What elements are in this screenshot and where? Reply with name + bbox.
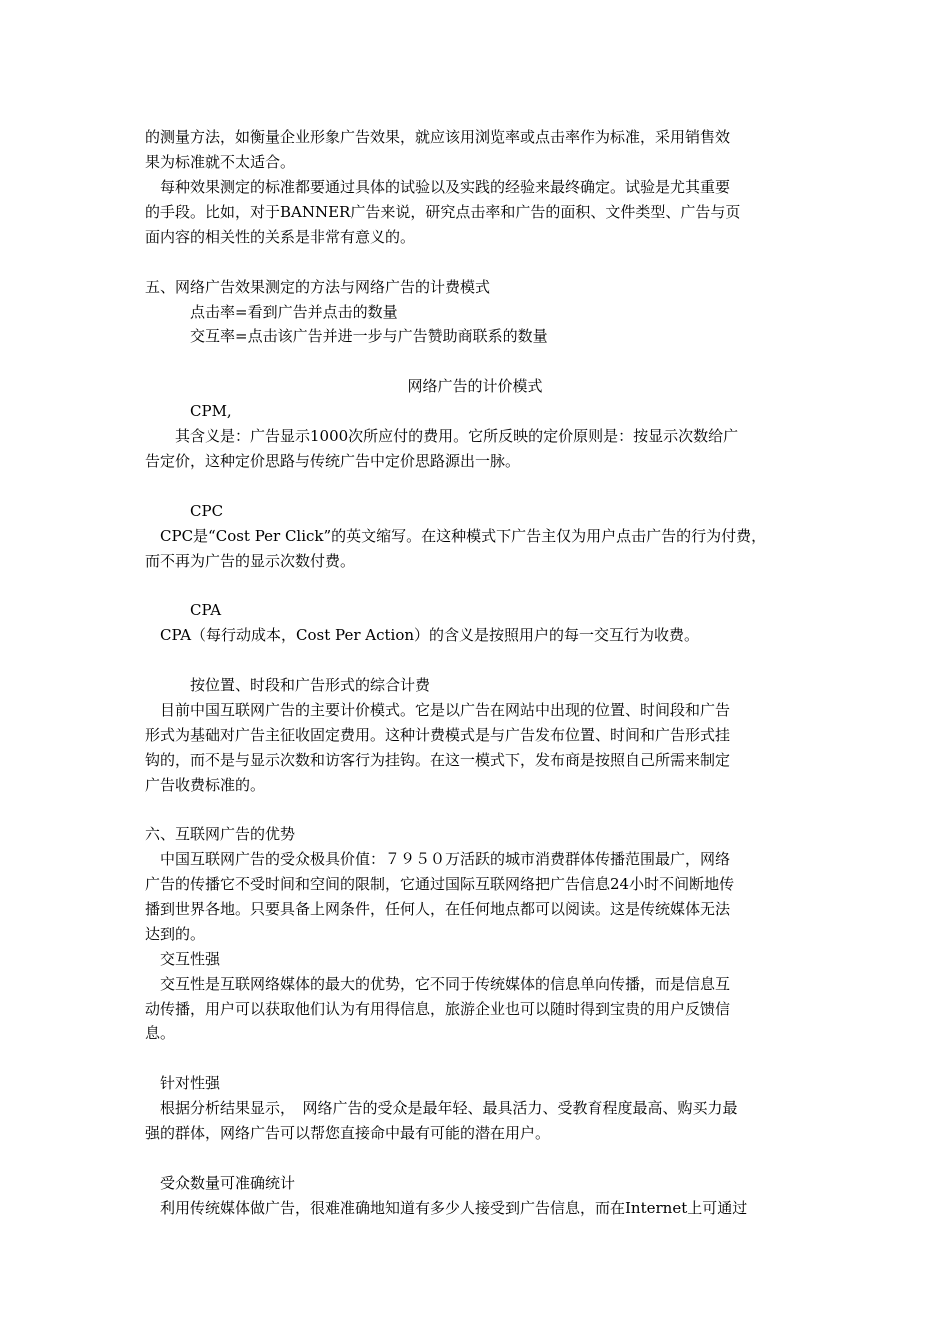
paragraph-line: 息。	[145, 1024, 176, 1042]
item-heading: 交互性强	[145, 950, 221, 968]
item-heading: 受众数量可准确统计	[145, 1174, 296, 1192]
item-heading: CPA	[145, 601, 222, 619]
paragraph-line: CPA（每行动成本，Cost Per Action）的含义是按照用户的每一交互行为收费。	[145, 626, 700, 644]
item-heading: CPM,	[145, 402, 232, 420]
paragraph-line: 播到世界各地。只要具备上网条件，任何人，在任何地点都可以阅读。这是传统媒体无法	[145, 900, 731, 918]
subsection-title: 网络广告的计价模式	[407, 377, 543, 395]
item-heading: CPC	[145, 502, 224, 520]
section-heading: 六、互联网广告的优势	[145, 825, 296, 843]
paragraph-line: 果为标准就不太适合。	[145, 153, 296, 171]
paragraph-line: 广告的传播它不受时间和空间的限制，它通过国际互联网络把广告信息24小时不间断地传	[145, 875, 735, 893]
paragraph-line: 强的群体，网络广告可以帮您直接命中最有可能的潜在用户。	[145, 1124, 551, 1142]
section-heading: 五、网络广告效果测定的方法与网络广告的计费模式	[145, 278, 491, 296]
item-heading: 按位置、时段和广告形式的综合计费	[145, 676, 431, 694]
paragraph-line: 每种效果测定的标准都要通过具体的试验以及实践的经验来最终确定。试验是尤其重要	[145, 178, 731, 196]
paragraph-line: 其含义是：广告显示1000次所应付的费用。它所反映的定价原则是：按显示次数给广	[145, 427, 739, 445]
formula-line: 点击率=看到广告并点击的数量	[145, 303, 398, 321]
item-heading: 针对性强	[145, 1074, 221, 1092]
paragraph-line: 广告收费标准的。	[145, 776, 266, 794]
paragraph-line: 的测量方法，如衡量企业形象广告效果，就应该用浏览率或点击率作为标准，采用销售效	[145, 128, 731, 146]
paragraph-line: 利用传统媒体做广告，很难准确地知道有多少人接受到广告信息，而在Internet上可通过	[145, 1199, 748, 1217]
paragraph-line: 形式为基础对广告主征收固定费用。这种计费模式是与广告发布位置、时间和广告形式挂	[145, 726, 731, 744]
formula-line: 交互率=点击该广告并进一步与广告赞助商联系的数量	[145, 327, 548, 345]
paragraph-line: 告定价，这种定价思路与传统广告中定价思路源出一脉。	[145, 452, 521, 470]
paragraph-line: 目前中国互联网广告的主要计价模式。它是以广告在网站中出现的位置、时间段和广告	[145, 701, 731, 719]
paragraph-line: 根据分析结果显示， 网络广告的受众是最年轻、最具活力、受教育程度最高、购买力最	[145, 1099, 738, 1117]
paragraph-line: 达到的。	[145, 925, 206, 943]
paragraph-line: 中国互联网广告的受众极具价值：７９５０万活跃的城市消费群体传播范围最广，网络	[145, 850, 731, 868]
paragraph-line: 面内容的相关性的关系是非常有意义的。	[145, 228, 416, 246]
paragraph-line: CPC是“Cost Per Click”的英文缩写。在这种模式下广告主仅为用户点击广告的行为付费，	[145, 527, 767, 545]
paragraph-line: 钩的，而不是与显示次数和访客行为挂钩。在这一模式下，发布商是按照自己所需来制定	[145, 751, 731, 769]
paragraph-line: 而不再为广告的显示次数付费。	[145, 552, 356, 570]
paragraph-line: 交互性是互联网络媒体的最大的优势，它不同于传统媒体的信息单向传播，而是信息互	[145, 975, 731, 993]
paragraph-line: 的手段。比如，对于BANNER广告来说，研究点击率和广告的面积、文件类型、广告与页	[145, 203, 741, 221]
paragraph-line: 动传播，用户可以获取他们认为有用得信息，旅游企业也可以随时得到宝贵的用户反馈信	[145, 1000, 731, 1018]
